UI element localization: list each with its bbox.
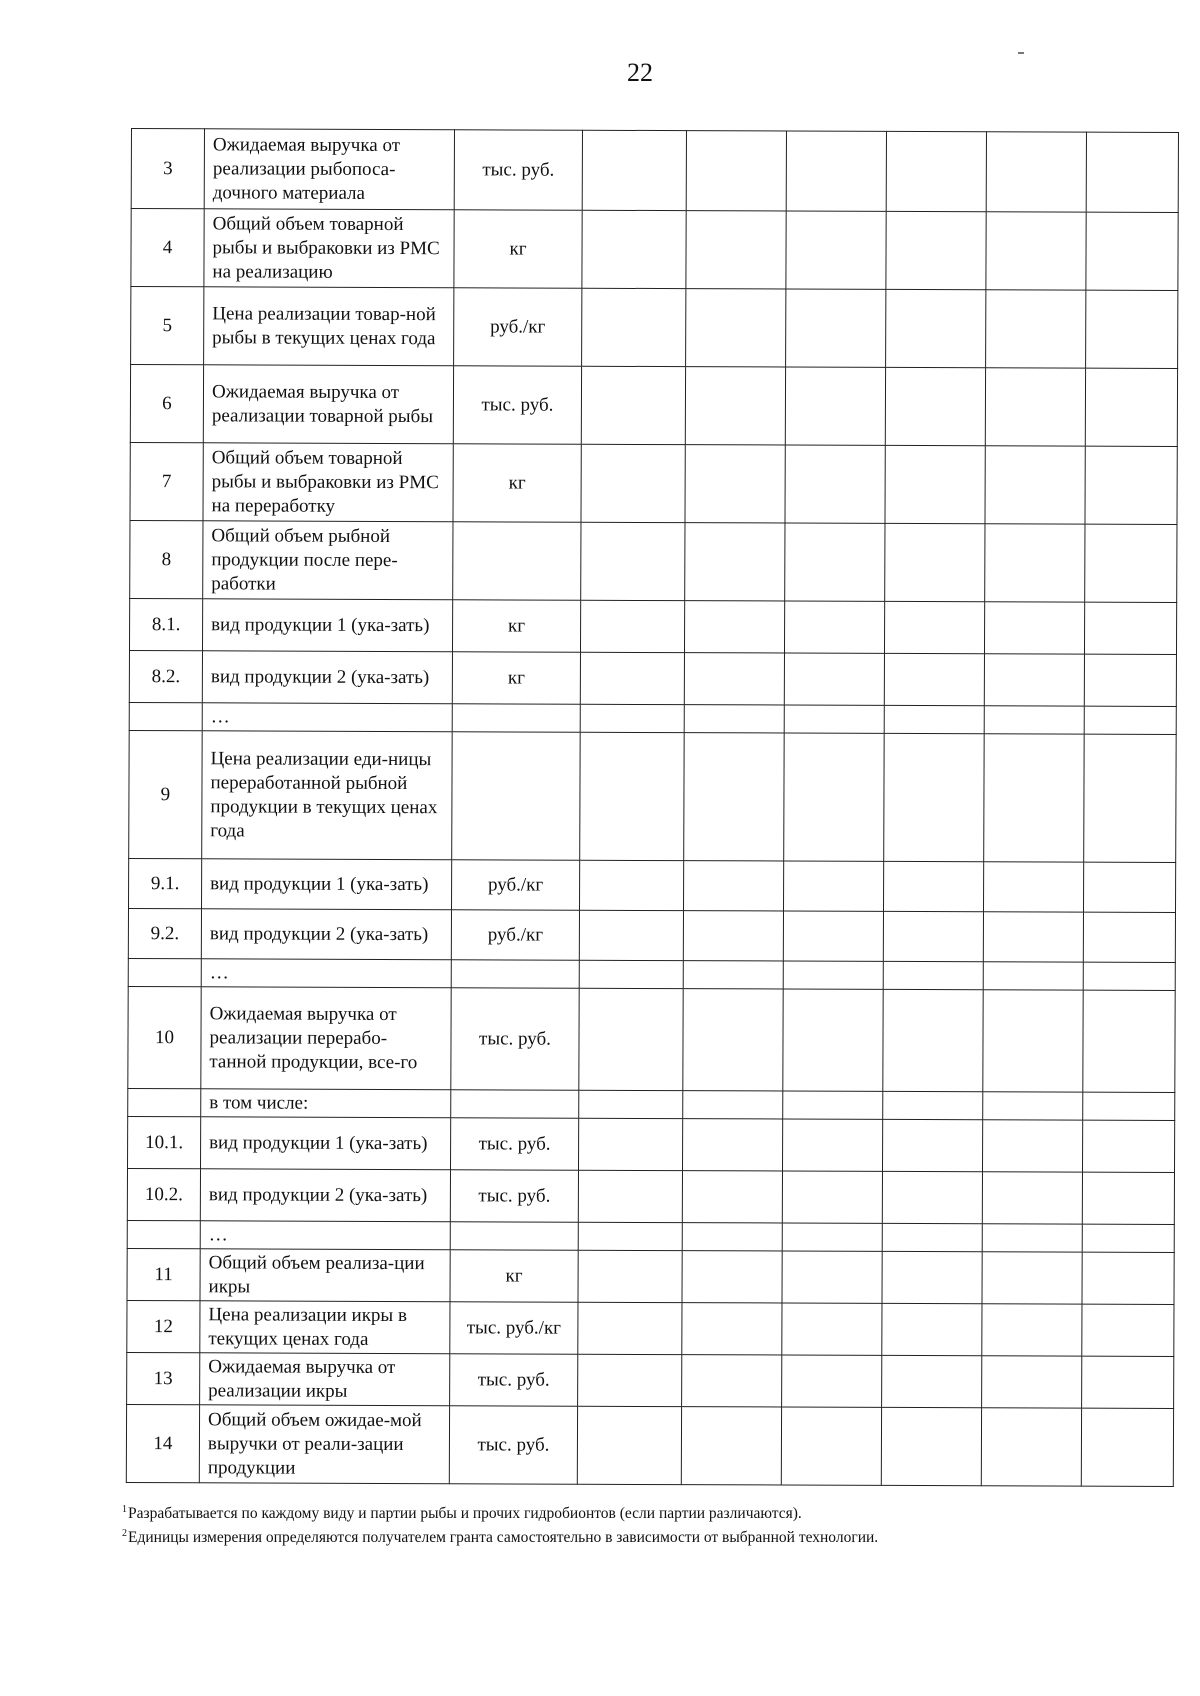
row-number: 13 (127, 1352, 200, 1404)
value-cell (783, 961, 883, 989)
value-cell (883, 861, 983, 911)
row-number: 9.1. (129, 858, 202, 908)
value-cell (578, 1250, 682, 1302)
row-indicator: Цена реализации икры в текущих ценах года (200, 1301, 450, 1354)
value-cell (1083, 1092, 1175, 1120)
value-cell (985, 524, 1085, 602)
value-cell (784, 733, 884, 861)
footnote-2-text: Единицы измерения определяются получателем гранта самостоятельно в зависимости от выбранной технологии. (128, 1529, 879, 1546)
row-indicator: вид продукции 1 (ука-зать) (201, 1117, 451, 1170)
value-cell (983, 862, 1083, 912)
table-body (126, 129, 1178, 1487)
row-number: 9 (129, 730, 202, 858)
footnote-1-mark: 1 (122, 1504, 127, 1515)
table-row (131, 129, 1178, 213)
value-cell (1082, 1304, 1174, 1356)
value-cell (982, 1224, 1082, 1252)
row-indicator: … (200, 1221, 450, 1250)
value-cell (579, 910, 683, 960)
row-number: 3 (131, 129, 204, 209)
value-cell (982, 1252, 1082, 1304)
row-number: 12 (127, 1300, 200, 1352)
table-row (127, 1248, 1174, 1304)
row-indicator: Общий объем ожидае-мой выручки от реали-зации продукции (199, 1405, 449, 1484)
row-number (127, 1220, 200, 1248)
value-cell (883, 911, 983, 961)
table-row (128, 1116, 1175, 1172)
value-cell (578, 1170, 682, 1222)
table-row (129, 598, 1176, 654)
value-cell (784, 705, 884, 733)
value-cell (682, 1355, 782, 1407)
row-unit: тыс. руб. (453, 366, 581, 444)
value-cell (984, 654, 1084, 706)
value-cell (1084, 602, 1176, 654)
value-cell (682, 1303, 782, 1355)
value-cell (1081, 1408, 1173, 1486)
value-cell (580, 600, 684, 652)
row-unit: руб./кг (454, 288, 582, 366)
row-number: 9.2. (128, 908, 201, 958)
value-cell (684, 705, 784, 733)
row-number: 14 (126, 1404, 199, 1482)
value-cell (582, 288, 686, 366)
value-cell (782, 1251, 882, 1303)
value-cell (784, 601, 884, 653)
value-cell (1084, 706, 1176, 734)
row-number: 10.2. (127, 1168, 200, 1220)
value-cell (684, 653, 784, 705)
row-number: 8 (130, 520, 203, 598)
row-unit: тыс. руб. (451, 1118, 579, 1170)
row-unit (450, 1222, 578, 1250)
row-unit: тыс. руб. (454, 130, 582, 210)
row-number: 10 (128, 986, 201, 1088)
value-cell (781, 1407, 881, 1485)
value-cell (580, 704, 684, 732)
value-cell (683, 861, 783, 911)
value-cell (1085, 446, 1177, 524)
value-cell (683, 989, 783, 1091)
table-row (129, 858, 1176, 912)
value-cell (686, 289, 786, 367)
value-cell (982, 1172, 1082, 1224)
value-cell (1086, 212, 1178, 290)
table-row (130, 365, 1177, 447)
row-indicator: Ожидаемая выручка от реализации рыбопоса-дочного материала (204, 129, 454, 210)
row-unit (452, 704, 580, 732)
row-indicator: вид продукции 1 (ука-зать) (202, 599, 452, 652)
value-cell (1083, 862, 1175, 912)
row-indicator: Общий объем реализа-ции икры (200, 1249, 450, 1302)
value-cell (578, 1222, 682, 1250)
value-cell (579, 1118, 683, 1170)
value-cell (1083, 962, 1175, 990)
value-cell (1086, 132, 1178, 212)
revenue-table (126, 128, 1179, 1487)
row-indicator: Ожидаемая выручка от реализации перерабо-танной продукции, все-го (201, 987, 451, 1090)
value-cell (882, 1303, 982, 1355)
row-unit (453, 522, 581, 600)
row-indicator: Ожидаемая выручка от реализации икры (200, 1353, 450, 1406)
row-indicator: … (202, 703, 452, 732)
row-unit: тыс. руб./кг (450, 1302, 578, 1354)
row-unit: тыс. руб. (451, 988, 579, 1090)
value-cell (684, 601, 784, 653)
row-indicator: в том числе: (201, 1089, 451, 1118)
value-cell (1082, 1172, 1174, 1224)
value-cell (682, 1251, 782, 1303)
value-cell (785, 445, 885, 523)
footnotes (122, 1500, 1182, 1548)
value-cell (785, 523, 885, 601)
value-cell (983, 1092, 1083, 1120)
value-cell (783, 861, 883, 911)
table-row (129, 702, 1176, 734)
row-unit (451, 1090, 579, 1118)
row-unit: тыс. руб. (449, 1406, 577, 1484)
value-cell (1085, 524, 1177, 602)
value-cell (581, 444, 685, 522)
row-indicator: … (201, 959, 451, 988)
footnote-1-text: Разрабатывается по каждому виду и партии рыбы и прочих гидробионтов (если партии различаются). (128, 1505, 802, 1522)
row-indicator: вид продукции 1 (ука-зать) (202, 859, 452, 910)
value-cell (782, 1223, 882, 1251)
table-row (131, 209, 1178, 291)
value-cell (682, 1171, 782, 1223)
row-indicator: Общий объем товарной рыбы и выбраковки из РМС на переработку (203, 443, 453, 522)
value-cell (578, 1354, 682, 1406)
row-number: 5 (131, 287, 204, 365)
row-indicator: вид продукции 2 (ука-зать) (201, 909, 451, 960)
row-unit (451, 960, 579, 988)
value-cell (579, 1090, 683, 1118)
value-cell (785, 367, 885, 445)
value-cell (882, 1223, 982, 1251)
value-cell (881, 1407, 981, 1485)
value-cell (885, 367, 985, 445)
value-cell (985, 368, 1085, 446)
row-unit: кг (453, 444, 581, 522)
row-number: 7 (130, 442, 203, 520)
row-unit: руб./кг (452, 860, 580, 910)
value-cell (1085, 368, 1177, 446)
footnote-2-mark: 2 (122, 1528, 127, 1539)
value-cell (786, 211, 886, 289)
table-row (131, 287, 1178, 369)
row-indicator: вид продукции 2 (ука-зать) (200, 1169, 450, 1222)
page-number: 22 (627, 58, 653, 87)
value-cell (783, 989, 883, 1091)
value-cell (686, 211, 786, 289)
value-cell (882, 1171, 982, 1223)
value-cell (984, 734, 1084, 862)
value-cell (982, 1120, 1082, 1172)
value-cell (579, 988, 683, 1090)
value-cell (578, 1302, 682, 1354)
value-cell (885, 523, 985, 601)
value-cell (681, 1407, 781, 1485)
value-cell (582, 210, 686, 288)
row-unit: тыс. руб. (450, 1354, 578, 1406)
value-cell (782, 1355, 882, 1407)
value-cell (884, 705, 984, 733)
value-cell (685, 523, 785, 601)
row-indicator: Цена реализации товар-ной рыбы в текущих ценах года (204, 287, 454, 366)
value-cell (577, 1406, 681, 1484)
table-row (130, 442, 1177, 524)
table-row (127, 1300, 1174, 1356)
value-cell (983, 962, 1083, 990)
value-cell (1082, 1252, 1174, 1304)
value-cell (783, 911, 883, 961)
value-cell (782, 1119, 882, 1171)
value-cell (579, 860, 683, 910)
value-cell (581, 522, 685, 600)
row-number: 6 (130, 365, 203, 443)
table-row (127, 1352, 1174, 1408)
value-cell (685, 445, 785, 523)
value-cell (986, 290, 1086, 368)
value-cell (582, 130, 686, 210)
value-cell (884, 733, 984, 861)
value-cell (883, 961, 983, 989)
value-cell (783, 1091, 883, 1119)
table-row (127, 1220, 1174, 1252)
table-row (126, 1404, 1173, 1486)
value-cell (580, 652, 684, 704)
value-cell (983, 990, 1083, 1092)
value-cell (985, 446, 1085, 524)
value-cell (882, 1119, 982, 1171)
value-cell (682, 1223, 782, 1251)
value-cell (784, 653, 884, 705)
value-cell (1083, 912, 1175, 962)
row-unit: кг (450, 1250, 578, 1302)
scan-mark (1018, 52, 1024, 54)
value-cell (686, 131, 786, 211)
table-row (128, 1088, 1175, 1120)
row-unit: руб./кг (451, 910, 579, 960)
value-cell (886, 289, 986, 367)
value-cell (1082, 1120, 1174, 1172)
value-cell (986, 212, 1086, 290)
row-number (129, 702, 202, 730)
table-row (128, 958, 1175, 990)
table-row (129, 730, 1176, 862)
value-cell (883, 989, 983, 1091)
row-number: 8.2. (129, 650, 202, 702)
value-cell (886, 211, 986, 289)
row-number: 10.1. (128, 1116, 201, 1168)
row-indicator: вид продукции 2 (ука-зать) (202, 651, 452, 704)
value-cell (683, 1119, 783, 1171)
row-number: 4 (131, 209, 204, 287)
value-cell (581, 366, 685, 444)
table-row (130, 520, 1177, 602)
table-row (127, 1168, 1174, 1224)
value-cell (886, 131, 986, 211)
row-number (128, 1088, 201, 1116)
value-cell (981, 1408, 1081, 1486)
value-cell (782, 1303, 882, 1355)
value-cell (882, 1355, 982, 1407)
row-unit: тыс. руб. (450, 1170, 578, 1222)
row-indicator: Общий объем рыбной продукции после пере-работки (203, 521, 453, 600)
value-cell (685, 367, 785, 445)
value-cell (983, 912, 1083, 962)
row-number: 8.1. (129, 598, 202, 650)
value-cell (1083, 990, 1175, 1092)
value-cell (984, 602, 1084, 654)
value-cell (885, 445, 985, 523)
value-cell (984, 706, 1084, 734)
value-cell (1084, 654, 1176, 706)
footnote-2 (122, 1524, 1182, 1548)
value-cell (683, 911, 783, 961)
table-row (128, 986, 1175, 1092)
value-cell (1084, 734, 1176, 862)
value-cell (882, 1251, 982, 1303)
value-cell (683, 961, 783, 989)
row-indicator: Общий объем товарной рыбы и выбраковки из РМС на реализацию (204, 209, 454, 288)
table-row (129, 650, 1176, 706)
footnote-1 (122, 1500, 1182, 1524)
row-number: 11 (127, 1248, 200, 1300)
value-cell (684, 733, 784, 861)
value-cell (579, 960, 683, 988)
row-indicator: Ожидаемая выручка от реализации товарной рыбы (203, 365, 453, 444)
value-cell (1086, 290, 1178, 368)
value-cell (982, 1304, 1082, 1356)
value-cell (786, 131, 886, 211)
value-cell (883, 1091, 983, 1119)
value-cell (986, 132, 1086, 212)
value-cell (884, 601, 984, 653)
value-cell (884, 653, 984, 705)
value-cell (782, 1171, 882, 1223)
row-unit (452, 732, 580, 860)
value-cell (580, 732, 684, 860)
table-row (128, 908, 1175, 962)
value-cell (786, 289, 886, 367)
row-unit: кг (454, 210, 582, 288)
row-indicator: Цена реализации еди-ницы переработанной рыбной продукции в текущих ценах года (202, 731, 452, 860)
row-unit: кг (452, 652, 580, 704)
row-unit: кг (452, 600, 580, 652)
value-cell (1082, 1224, 1174, 1252)
row-number (128, 958, 201, 986)
value-cell (683, 1091, 783, 1119)
value-cell (1082, 1356, 1174, 1408)
value-cell (982, 1356, 1082, 1408)
